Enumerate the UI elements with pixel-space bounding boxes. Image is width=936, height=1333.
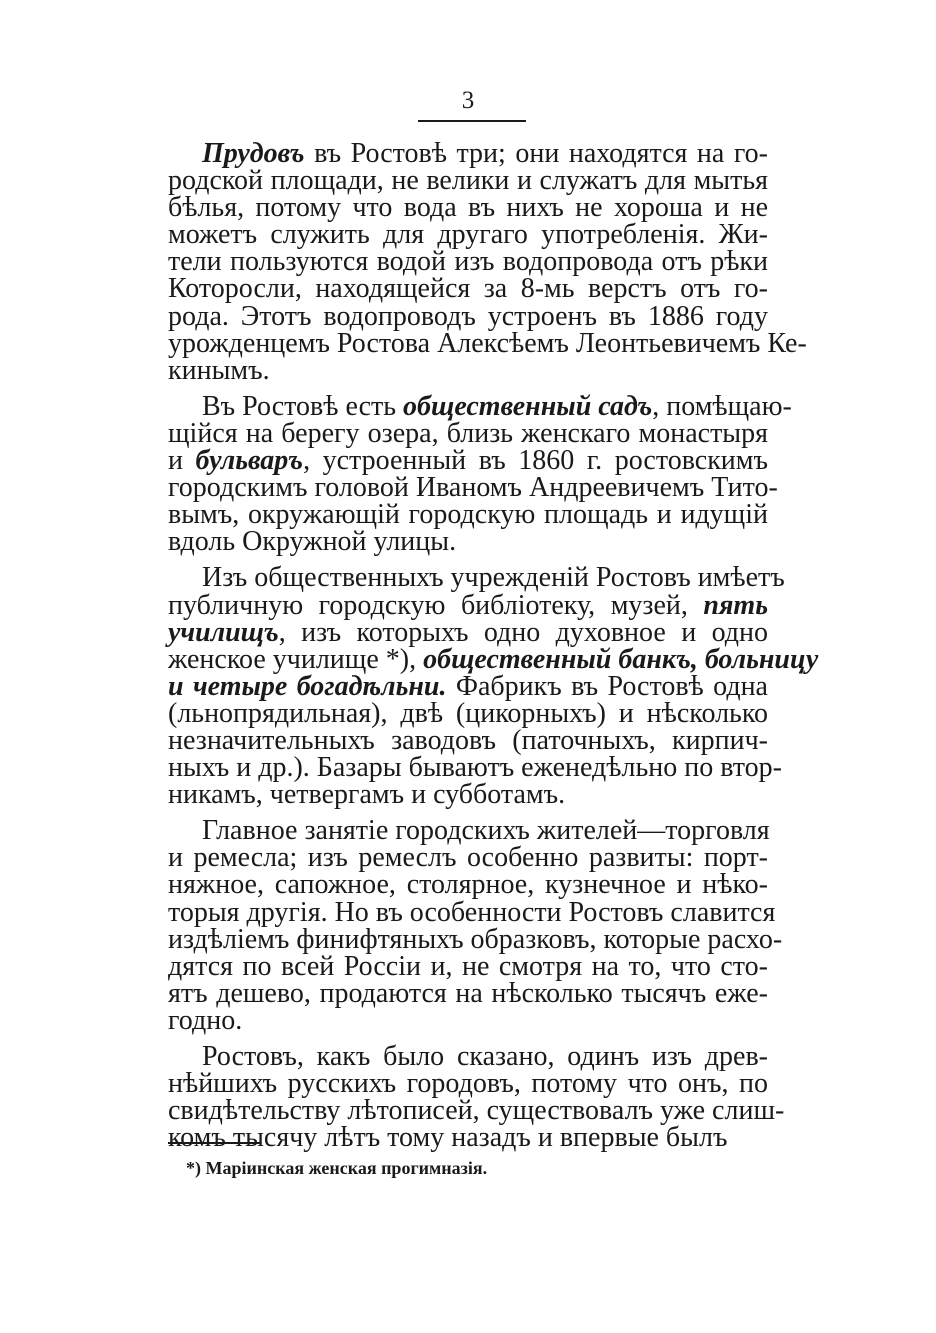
text-run: незначительныхъ заводовъ (паточныхъ, кирпич-: [168, 724, 768, 756]
footnote-rule: [168, 1142, 260, 1144]
text-line: [168, 390, 792, 422]
text-run: (льнопрядильная), двѣ (цикорныхъ) и нѣсколько: [168, 697, 768, 729]
text-line: [168, 445, 768, 477]
text-line: [168, 192, 768, 224]
text-line: [168, 977, 768, 1009]
text-line: [168, 140, 768, 167]
page-number: 3: [461, 87, 475, 114]
text-line: [168, 327, 807, 359]
text-run: нѣйшихъ русскихъ городовъ, потому что онъ, по: [168, 1068, 768, 1100]
text-run: публичную городскую библіотеку, музей,: [168, 589, 704, 621]
text-run: Главное занятіе городскихъ жителей—торговля: [202, 815, 770, 847]
text-line: [168, 589, 768, 621]
text-line: [168, 670, 768, 702]
text-line: [168, 1122, 768, 1154]
paragraph: [168, 138, 807, 386]
text-line: [168, 273, 768, 305]
text-run: урожденцемъ Ростова Алексѣемъ Леонтьевичемъ Ке-: [168, 327, 807, 359]
text-run: родской площади, не велики и служатъ для мытья: [168, 165, 768, 197]
text-run: рода. Этотъ водопроводъ устроенъ въ 1886 году: [168, 300, 768, 332]
header-rule: [418, 120, 526, 122]
text-line: [168, 1004, 768, 1036]
text-line: [168, 1043, 768, 1070]
paragraph: [168, 562, 819, 811]
text-run: вымъ, окружающій городскую площадь и идущій: [168, 499, 768, 531]
text-run: Ростовъ, какъ было сказано, одинъ изъ древ-: [202, 1041, 768, 1072]
text-line: [168, 896, 776, 928]
text-run: Фабрикъ въ Ростовѣ одна: [446, 670, 768, 702]
text-line: [168, 950, 768, 982]
text-line: [168, 165, 768, 197]
paragraph: [168, 390, 792, 558]
text-line: [168, 354, 768, 386]
text-line: [168, 752, 782, 784]
text-line: [168, 616, 768, 648]
text-run: тели пользуются водой изъ водопровода отъ рѣки: [168, 246, 768, 278]
text-line: [168, 869, 768, 901]
text-line: [168, 842, 768, 874]
text-run: и: [168, 445, 196, 477]
text-line: [168, 779, 768, 811]
text-line: [168, 724, 768, 756]
text-run: торыя другія. Но въ особенности Ростовъ славится: [168, 896, 776, 928]
emphasized-run: училищъ: [168, 616, 279, 648]
text-line: [168, 562, 785, 594]
text-line: [168, 697, 768, 729]
text-line: [168, 472, 778, 504]
emphasized-run: общественный банкъ, больницу: [423, 643, 819, 675]
text-line: [168, 219, 768, 251]
emphasized-run: Прудовъ: [202, 138, 305, 169]
text-line: [168, 526, 768, 558]
text-run: ныхъ и др.). Базары бываютъ еженедѣльно по втор-: [168, 752, 782, 784]
text-run: и ремесла; изъ ремеслъ особенно развиты: порт-: [168, 842, 768, 874]
text-run: ятъ дешево, продаются на нѣсколько тысячъ еже-: [168, 977, 768, 1009]
text-run: можетъ служить для другаго употребленія. Жи-: [168, 219, 768, 251]
emphasized-run: и четыре богадѣльни.: [168, 670, 447, 702]
text-run: , помѣщаю-: [652, 390, 792, 422]
paragraph: [168, 1041, 785, 1154]
text-run: кинымъ.: [168, 354, 270, 386]
emphasized-run: пять: [703, 589, 768, 621]
text-line: [168, 1068, 768, 1100]
text-run: щійся на берегу озера, близь женскаго монастыря: [168, 417, 768, 449]
text-line: [168, 815, 770, 847]
text-run: , устроенный въ 1860 г. ростовскимъ: [303, 445, 768, 477]
text-run: комъ тысячу лѣтъ тому назадъ и впервые былъ: [168, 1122, 728, 1154]
paragraph: [168, 815, 783, 1036]
emphasized-run: общественный садъ: [403, 390, 653, 422]
footnote: *) Маріинская женская прогимназія.: [186, 1158, 488, 1178]
text-run: годно.: [168, 1004, 243, 1036]
text-line: [168, 300, 768, 332]
text-run: Въ Ростовѣ есть: [202, 390, 404, 422]
text-line: [168, 246, 768, 278]
text-run: городскимъ головой Иваномъ Андреевичемъ Тито-: [168, 472, 778, 504]
text-run: бѣлья, потому что вода въ нихъ не хороша и не: [168, 192, 768, 224]
body-text: [168, 138, 819, 1154]
text-run: женское училище *),: [168, 643, 424, 675]
text-run: Изъ общественныхъ учрежденій Ростовъ имѣетъ: [202, 562, 785, 594]
text-line: [168, 923, 783, 955]
text-run: Которосли, находящейся за 8-мь верстъ отъ го-: [168, 273, 768, 305]
text-line: [168, 1095, 785, 1127]
text-run: издѣліемъ финифтяныхъ образковъ, которые расхо-: [168, 923, 783, 955]
text-line: [168, 643, 819, 675]
text-run: никамъ, четвергамъ и субботамъ.: [168, 779, 566, 811]
text-run: дятся по всей Россіи и, не смотря на то, что сто-: [168, 950, 768, 982]
text-run: въ Ростовѣ три; они находятся на го-: [304, 138, 768, 169]
text-run: свидѣтельству лѣтописей, существовалъ уже слиш-: [168, 1095, 785, 1127]
text-run: вдоль Окружной улицы.: [168, 526, 457, 558]
text-line: [168, 499, 768, 531]
emphasized-run: бульваръ: [195, 445, 304, 477]
text-run: няжное, сапожное, столярное, кузнечное и нѣко-: [168, 869, 768, 901]
text-line: [168, 417, 768, 449]
text-run: , изъ которыхъ одно духовное и одно: [278, 616, 768, 648]
